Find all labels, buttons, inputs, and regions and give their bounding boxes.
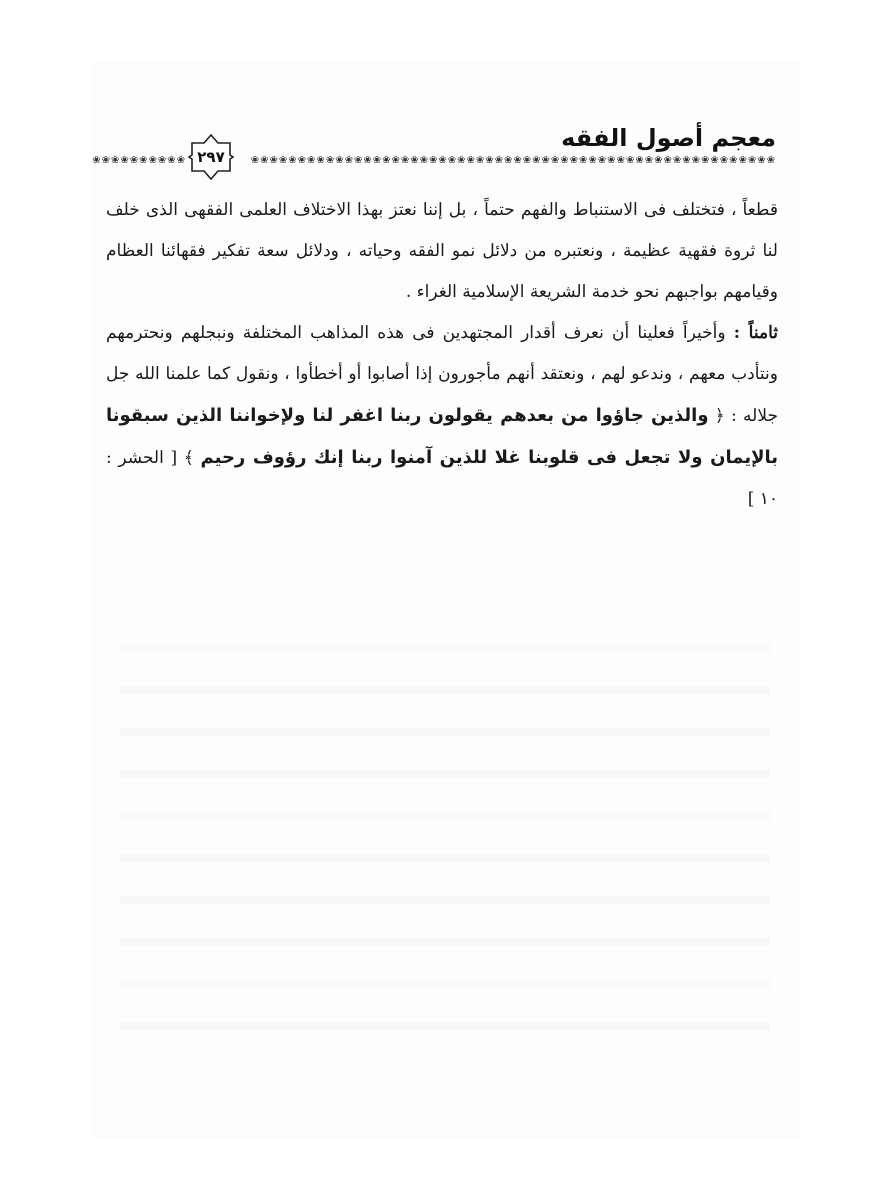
verse-reference: [ الحشر : ١٠ ] — [106, 448, 778, 509]
page-header — [92, 118, 776, 182]
page-number-badge — [188, 134, 234, 180]
book-title: معجم أصول الفقه — [561, 124, 776, 152]
show-through-texture — [120, 610, 770, 1050]
paragraph-2-lead: ثامناً : — [733, 323, 778, 343]
page-number: ٢٩٧ — [197, 148, 225, 166]
paragraph-1 — [106, 190, 778, 313]
quote-open-bracket: ﴿ — [714, 406, 725, 426]
paragraph-2-text: وأخيراً فعلينا أن نعرف أقدار المجتهدين فى هذه المذاهب المختلفة ونبجلهم ونحترمهم ونتأدب معهم ، وندعو لهم ، ونعتقد أنهم مأجورون إذا أصابوا أو أخطأوا ، ونقول كما علمنا الله جل جلاله : — [106, 323, 778, 426]
body-text — [106, 190, 778, 520]
quran-verse: والذين جاؤوا من بعدهم يقولون ربنا اغفر لنا ولإخواننا الذين سبقونا بالإيمان ولا تجعل فى قلوبنا غلا للذين آمنوا ربنا إنك رؤوف رحيم — [106, 405, 779, 468]
ornament-border: ❀❀❀❀❀❀❀❀❀❀❀❀❀❀❀❀❀❀❀❀❀❀❀❀❀❀❀❀❀❀❀❀❀❀❀❀❀❀❀❀❀❀❀❀❀❀❀❀❀❀❀❀❀❀❀❀ — [250, 155, 776, 166]
paragraph-2 — [106, 313, 778, 520]
quote-close-bracket: ﴾ — [183, 448, 194, 468]
ornament-border-left: ❀❀❀❀❀❀❀❀❀❀ — [92, 155, 186, 166]
paragraph-1-text: قطعاً ، فتختلف فى الاستنباط والفهم حتماً ، بل إننا نعتز بهذا الاختلاف العلمى الفقهى الذى خلف لنا ثروة فقهية عظيمة ، ونعتبره من دلائل نمو الفقه وحياته ، ودلائل سعة تفكير فقهائنا العظام وقيامهم بواجبهم نحو خدمة الشريعة الإسلامية الغراء . — [106, 200, 778, 302]
